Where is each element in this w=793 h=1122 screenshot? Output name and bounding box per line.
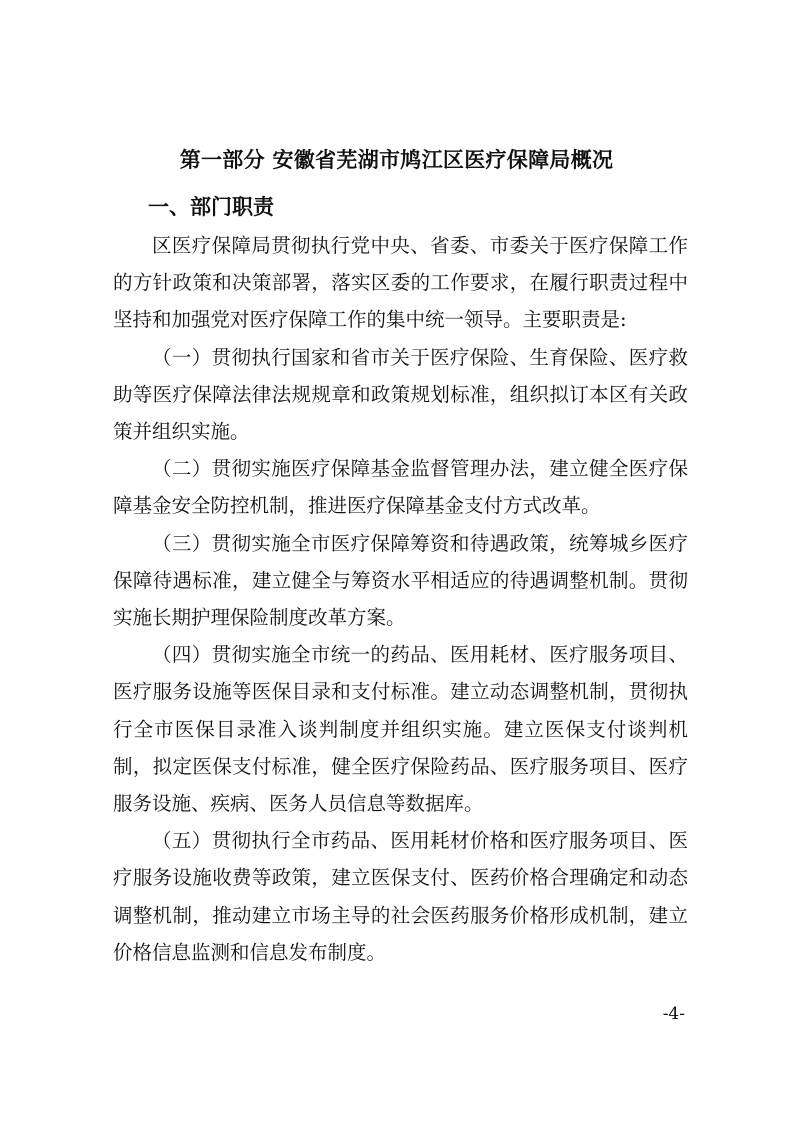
document-title: 第一部分 安徽省芜湖市鸠江区医疗保障局概况 (179, 148, 614, 172)
section-heading: 一、部门职责 (148, 195, 274, 219)
paragraph-item-1: （一）贯彻执行国家和省市关于医疗保险、生育保险、医疗救助等医疗保障法律法规规章和政策规划标准，组织拟订本区有关政策并组织实施。 (113, 345, 688, 444)
page-number: -4- (662, 1004, 685, 1024)
document-body (113, 227, 688, 971)
paragraph-item-4: （四）贯彻实施全市统一的药品、医用耗材、医疗服务项目、医疗服务设施等医保目录和支付标准。建立动态调整机制，贯彻执行全市医保目录准入谈判制度并组织实施。建立医保支付谈判机制，拟定医保支付标准，健全医疗保险药品、医疗服务项目、医疗服务设施、疾病、医务人员信息等数据库。 (113, 643, 688, 816)
paragraph-item-3: （三）贯彻实施全市医疗保障筹资和待遇政策，统筹城乡医疗保障待遇标准，建立健全与筹资水平相适应的待遇调整机制。贯彻实施长期护理保险制度改革方案。 (113, 531, 688, 630)
paragraph-intro: 区医疗保障局贯彻执行党中央、省委、市委关于医疗保障工作的方针政策和决策部署，落实区委的工作要求，在履行职责过程中坚持和加强党对医疗保障工作的集中统一领导。主要职责是: (113, 234, 688, 332)
paragraph-item-2: （二）贯彻实施医疗保障基金监督管理办法，建立健全医疗保障基金安全防控机制，推进医疗保障基金支付方式改革。 (113, 457, 688, 518)
paragraph-item-5: （五）贯彻执行全市药品、医用耗材价格和医疗服务项目、医疗服务设施收费等政策，建立医保支付、医药价格合理确定和动态调整机制，推动建立市场主导的社会医药服务价格形成机制，建立价格信息监测和信息发布制度。 (113, 829, 688, 964)
